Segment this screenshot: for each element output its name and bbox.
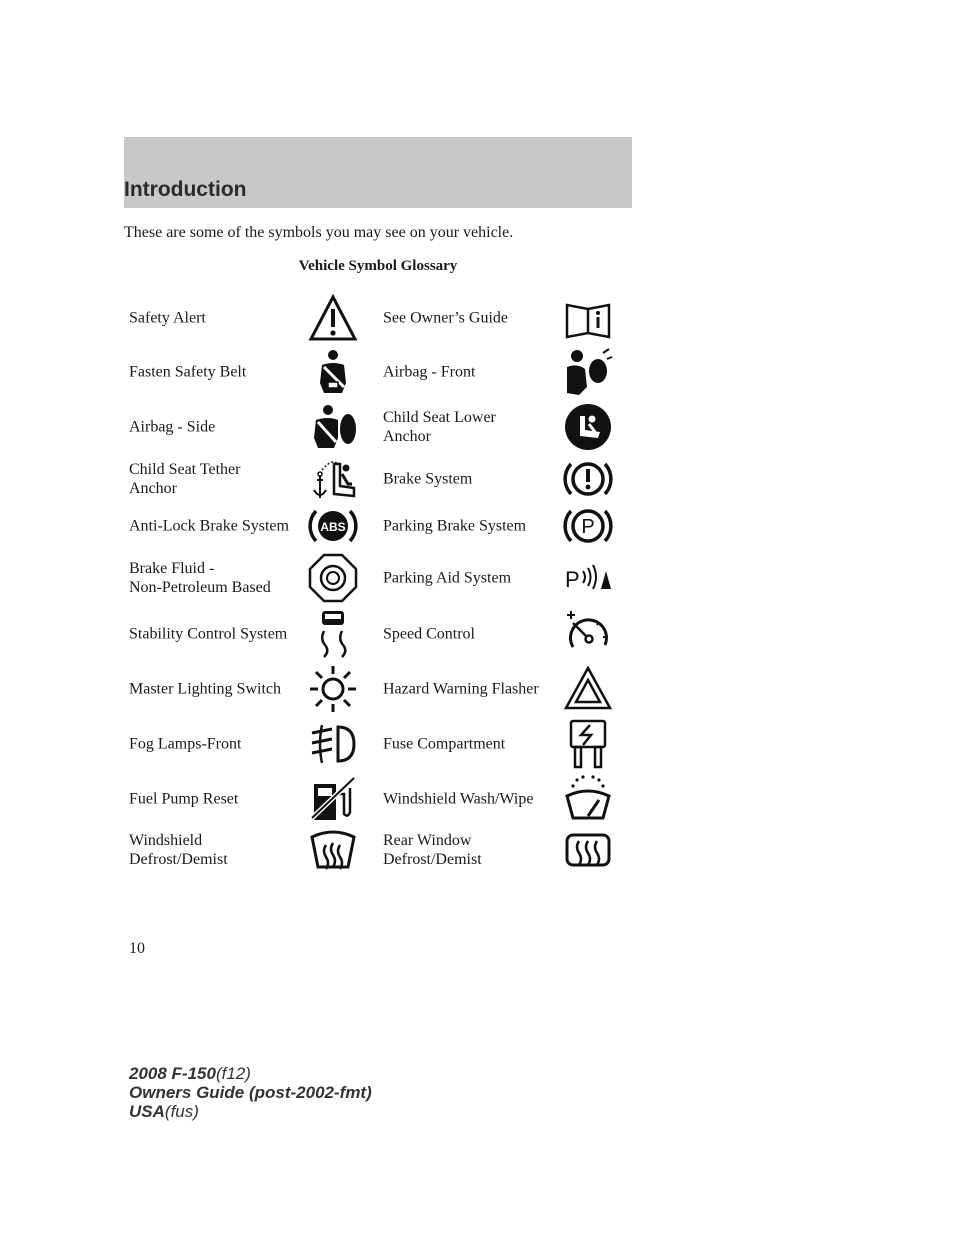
- hazard-flasher-icon: [563, 664, 613, 714]
- symbol-label: Master Lighting Switch: [129, 680, 281, 698]
- symbol-label: Child Seat Lower Anchor: [383, 409, 496, 445]
- svg-text:P: P: [565, 567, 580, 592]
- seat-belt-icon: [308, 347, 358, 397]
- symbol-label: Child Seat Tether Anchor: [129, 461, 241, 497]
- page-number: 10: [129, 940, 145, 957]
- speed-control-icon: [563, 609, 613, 659]
- child-seat-tether-anchor-icon: [308, 454, 358, 504]
- symbol-label: Stability Control System: [129, 625, 288, 643]
- symbol-label: See Owner’s Guide: [383, 309, 509, 327]
- symbol-label: Parking Aid System: [383, 569, 512, 587]
- windshield-wash-wipe-icon: [563, 774, 613, 824]
- stability-control-icon: [308, 609, 358, 659]
- master-lighting-icon: [308, 664, 358, 714]
- symbol-label: Windshield Defrost/Demist: [129, 832, 228, 868]
- symbol-label: Fog Lamps-Front: [129, 735, 242, 753]
- symbol-label: Fasten Safety Belt: [129, 363, 247, 381]
- fog-lamps-icon: [308, 719, 358, 769]
- fuse-icon: [563, 719, 613, 769]
- footer-model-code: (f12): [215, 1064, 251, 1083]
- symbol-label: Speed Control: [383, 625, 475, 643]
- glossary-title: Vehicle Symbol Glossary: [298, 258, 458, 274]
- symbol-label: Fuse Compartment: [383, 735, 506, 753]
- symbol-label: Windshield Wash/Wipe: [383, 790, 534, 808]
- owners-guide-book-icon: [563, 293, 613, 343]
- brake-system-icon: [563, 454, 613, 504]
- svg-text:P: P: [581, 516, 595, 538]
- parking-brake-icon: [563, 501, 613, 551]
- airbag-front-icon: [563, 347, 613, 397]
- windshield-defrost-icon: [308, 825, 358, 875]
- footer-market: USA: [129, 1102, 165, 1121]
- symbol-label: Airbag - Front: [383, 363, 476, 381]
- footer-model: 2008 F-150: [129, 1064, 216, 1083]
- warning-triangle-icon: [308, 293, 358, 343]
- symbol-label: Rear Window Defrost/Demist: [383, 832, 482, 868]
- intro-text: These are some of the symbols you may see on your vehicle.: [124, 224, 514, 241]
- rear-window-defrost-icon: [563, 825, 613, 875]
- section-header-band: [124, 137, 632, 208]
- symbol-label: Safety Alert: [129, 309, 206, 327]
- symbol-label: Hazard Warning Flasher: [383, 680, 539, 698]
- section-title: Introduction: [124, 178, 247, 201]
- fuel-pump-reset-icon: [308, 774, 358, 824]
- footer-market-code: (fus): [164, 1102, 199, 1121]
- child-seat-lower-anchor-icon: [563, 402, 613, 452]
- document-footer: [129, 1064, 372, 1121]
- abs-icon: [308, 501, 358, 551]
- symbol-label: Brake Fluid - Non-Petroleum Based: [129, 560, 271, 596]
- symbol-label: Fuel Pump Reset: [129, 790, 239, 808]
- parking-aid-icon: [563, 553, 613, 603]
- symbol-label: Brake System: [383, 470, 473, 488]
- airbag-side-icon: [308, 402, 358, 452]
- symbol-label: Anti-Lock Brake System: [129, 517, 289, 535]
- symbol-label: Parking Brake System: [383, 517, 527, 535]
- brake-fluid-icon: [308, 553, 358, 603]
- symbol-label: Airbag - Side: [129, 418, 216, 436]
- svg-text:ABS: ABS: [320, 520, 346, 534]
- footer-guide: Owners Guide (post-2002-fmt): [129, 1083, 372, 1102]
